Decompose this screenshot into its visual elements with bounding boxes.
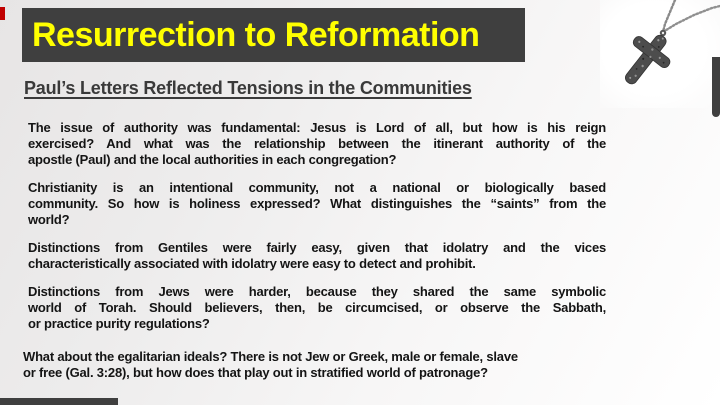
body-paragraph-jews bbox=[28, 284, 606, 332]
text-line: characteristically associated with idolatry were easy to detect and prohibit. bbox=[28, 256, 476, 271]
text-line: What about the egalitarian ideals? There is not Jew or Greek, male or female, slave bbox=[23, 349, 518, 364]
body-paragraph-community bbox=[28, 180, 606, 228]
slide-subtitle: Paul’s Letters Reflected Tensions in the Communities bbox=[24, 78, 472, 98]
body-paragraph-gentiles bbox=[28, 240, 606, 272]
text-line: The issue of authority was fundamental: Jesus is Lord of all, but how is his reign bbox=[28, 120, 606, 135]
slide-title: Resurrection to Reformation bbox=[32, 15, 480, 54]
text-line: apostle (Paul) and the local authorities in each congregation? bbox=[28, 152, 397, 167]
text-line: Distinctions from Gentiles were fairly easy, given that idolatry and the vices bbox=[28, 240, 606, 255]
scrollbar-thumb[interactable] bbox=[712, 57, 720, 117]
body-paragraph-egalitarian bbox=[23, 349, 606, 381]
slide-body bbox=[23, 120, 606, 393]
text-line: exercised? And what was the relationship between the itinerant authority of the bbox=[28, 136, 606, 151]
text-line: world of Torah. Should believers, then, be circumcised, or observe the Sabbath, bbox=[28, 300, 606, 315]
cross-necklace-image bbox=[600, 0, 720, 108]
text-line: or free (Gal. 3:28), but how does that play out in stratified world of patronage? bbox=[23, 365, 488, 380]
text-line: world? bbox=[28, 212, 70, 227]
cross-necklace-icon bbox=[600, 0, 720, 108]
bottom-progress-bar bbox=[0, 398, 118, 405]
text-line: Christianity is an intentional community, not a national or biologically based bbox=[28, 180, 606, 195]
text-line: Distinctions from Jews were harder, because they shared the same symbolic bbox=[28, 284, 606, 299]
text-line: or practice purity regulations? bbox=[28, 316, 210, 331]
title-banner bbox=[22, 8, 525, 62]
red-accent-mark bbox=[0, 7, 5, 20]
body-paragraph-authority bbox=[28, 120, 606, 168]
text-line: community. So how is holiness expressed? What distinguishes the “saints” from the bbox=[28, 196, 606, 211]
